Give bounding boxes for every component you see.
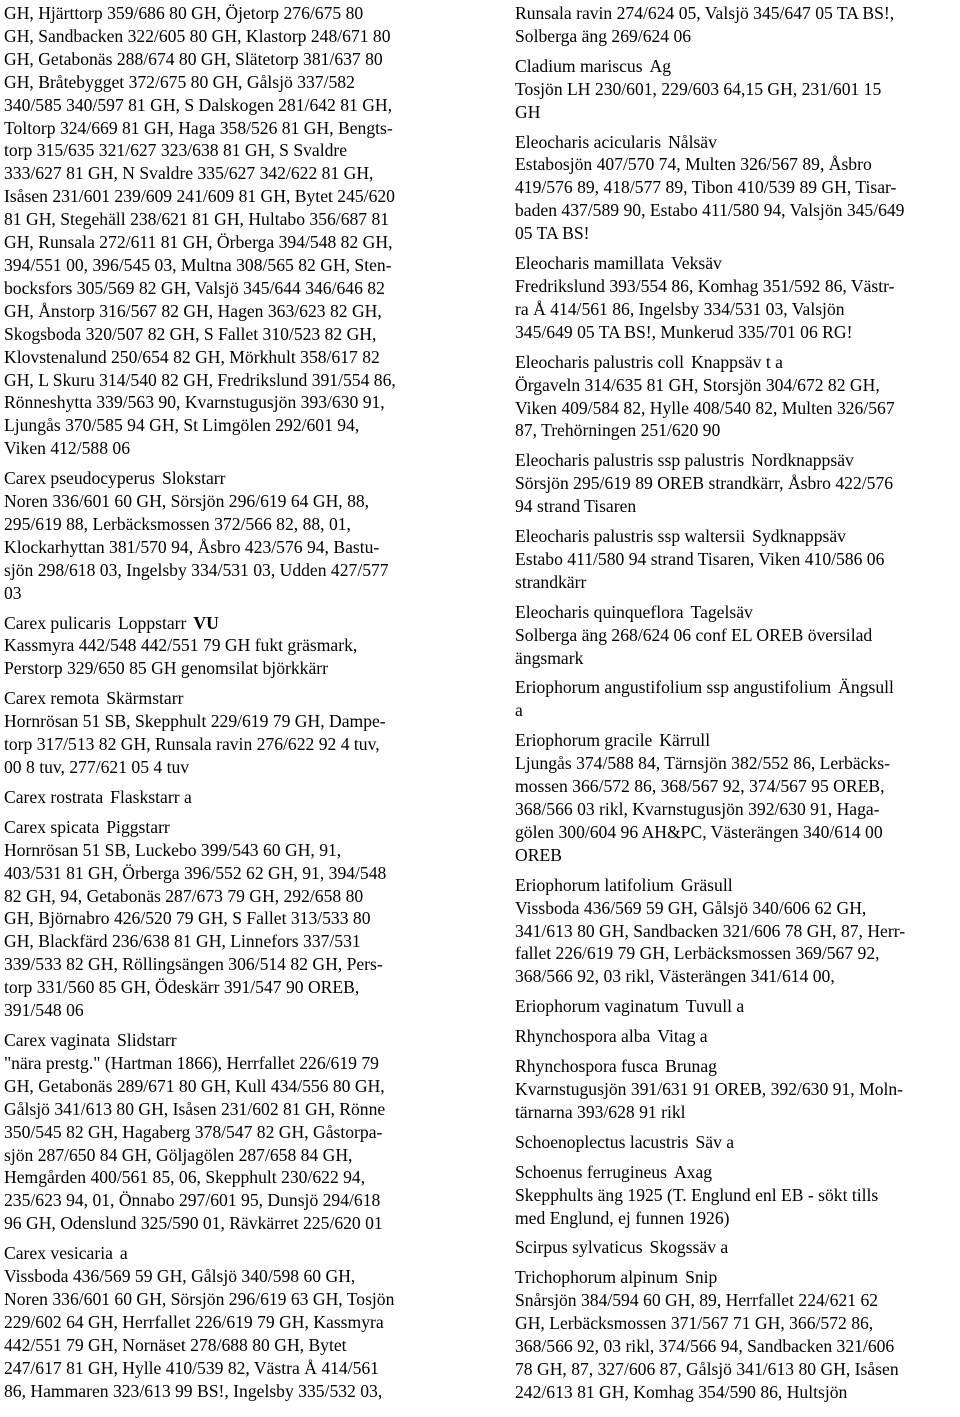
common-name: Veksäv: [671, 253, 722, 274]
locality-text: [515, 1289, 960, 1404]
text-line: 350/545 82 GH, Hagaberg 378/547 82 GH, Gåstorpa-: [4, 1121, 383, 1142]
species-entry: [515, 1025, 960, 1048]
species-heading: [515, 676, 960, 699]
locality-text: [4, 1052, 450, 1235]
text-line: 235/623 94, 01, Önnabo 297/601 95, Dunsjö 294/618: [4, 1190, 381, 1211]
text-line: torp 331/560 85 GH, Ödeskärr 391/547 90 OREB,: [4, 977, 360, 998]
latin-name: Scirpus sylvaticus: [515, 1237, 643, 1258]
locality-text: [4, 1265, 450, 1402]
species-heading: [515, 601, 960, 624]
latin-name: Eleocharis palustris ssp waltersii: [515, 526, 746, 547]
latin-name: Eleocharis acicularis: [515, 131, 662, 152]
common-name: Ag: [649, 55, 672, 76]
species-entry: [515, 995, 960, 1018]
common-name: Flaskstarr a: [110, 786, 192, 807]
text-line: Viken 409/584 82, Hylle 408/540 82, Multen 326/567: [515, 397, 895, 418]
text-line: Hemgården 400/561 85, 06, Skepphult 230/622 94,: [4, 1167, 366, 1188]
text-line: GH, Lerbäcksmossen 371/567 71 GH, 366/572 86,: [515, 1313, 874, 1334]
text-line: 391/548 06: [4, 1000, 84, 1021]
text-line: Rönneshytta 339/563 90, Kvarnstugusjön 393/630 91,: [4, 392, 385, 413]
locality-text: [515, 624, 960, 670]
common-name: Knappsäv t a: [691, 351, 783, 372]
text-line: fallet 226/619 79 GH, Lerbäcksmossen 369/567 92,: [515, 943, 880, 964]
text-line: mossen 366/572 86, 368/567 92, 374/567 95 OREB,: [515, 776, 885, 797]
latin-name: Carex remota: [4, 688, 100, 709]
species-entry: [515, 1161, 960, 1230]
species-entry: [515, 1236, 960, 1259]
common-name: a: [119, 1243, 128, 1264]
locality-text: [515, 548, 960, 594]
latin-name: Eleocharis quinqueflora: [515, 601, 684, 622]
locality-text: [515, 1184, 960, 1230]
species-entry: [515, 131, 960, 246]
locality-text: [515, 897, 960, 989]
species-entry: [515, 874, 960, 989]
latin-name: Trichophorum alpinum: [515, 1267, 679, 1288]
common-name: Skärmstarr: [106, 688, 184, 709]
species-heading: [515, 1266, 960, 1289]
common-name: Tagelsäv: [690, 601, 753, 622]
species-entry: [515, 252, 960, 344]
species-heading: [515, 252, 960, 275]
text-line: Klockarhyttan 381/570 94, Åsbro 423/576 94, Bastu-: [4, 536, 380, 557]
species-heading: [4, 786, 450, 809]
continuation-text: [515, 2, 960, 48]
species-heading: [515, 131, 960, 154]
text-line: sjön 298/618 03, Ingelsby 334/531 03, Udden 427/577: [4, 559, 389, 580]
text-line: GH, L Skuru 314/540 82 GH, Fredrikslund 391/554 86,: [4, 369, 396, 390]
text-line: GH, Bråtebygget 372/675 80 GH, Gålsjö 337/582: [4, 71, 355, 92]
species-heading: [515, 1131, 960, 1154]
latin-name: Eriophorum vaginatum: [515, 996, 679, 1017]
text-line: 05 TA BS!: [515, 223, 590, 244]
text-line: GH: [515, 101, 541, 122]
latin-name: Schoenoplectus lacustris: [515, 1131, 689, 1152]
text-line: torp 315/635 321/627 323/638 81 GH, S Svaldre: [4, 140, 348, 161]
text-line: GH, Runsala 272/611 81 GH, Örberga 394/548 82 GH,: [4, 232, 393, 253]
common-name: Brunag: [665, 1056, 717, 1077]
species-heading: [515, 351, 960, 374]
text-line: 341/613 80 GH, Sandbacken 321/606 78 GH, 87, Herr-: [515, 920, 906, 941]
text-line: 339/533 82 GH, Röllingsängen 306/514 82 GH, Pers-: [4, 954, 383, 975]
latin-name: Eriophorum latifolium: [515, 874, 674, 895]
species-entry: [515, 55, 960, 124]
text-line: med Englund, ej funnen 1926): [515, 1207, 730, 1228]
latin-name: Rhynchospora fusca: [515, 1056, 659, 1077]
latin-name: Carex pulicaris: [4, 612, 111, 633]
text-line: Ljungås 370/585 94 GH, St Limgölen 292/601 94,: [4, 415, 360, 436]
species-heading: [4, 612, 450, 635]
text-line: Hornrösan 51 SB, Skepphult 229/619 79 GH, Dampe-: [4, 711, 386, 732]
common-name: Slidstarr: [117, 1029, 177, 1050]
common-name: Snip: [685, 1267, 718, 1288]
species-entry: [515, 676, 960, 722]
text-line: Gålsjö 341/613 80 GH, Isåsen 231/602 81 GH, Rönne: [4, 1098, 386, 1119]
locality-text: [515, 699, 960, 722]
species-entry: [4, 612, 450, 681]
text-line: tärnarna 393/628 91 rikl: [515, 1101, 686, 1122]
latin-name: Eleocharis mamillata: [515, 253, 664, 274]
latin-name: Eriophorum angustifolium ssp angustifolium: [515, 677, 832, 698]
text-line: Kassmyra 442/548 442/551 79 GH fukt gräsmark,: [4, 635, 358, 656]
common-name: Nordknappsäv: [751, 450, 854, 471]
text-line: Noren 336/601 60 GH, Sörsjön 296/619 63 GH, Tosjön: [4, 1288, 395, 1309]
locality-text: [515, 153, 960, 245]
common-name: Piggstarr: [106, 816, 170, 837]
text-line: GH, Blackfärd 236/638 81 GH, Linnefors 337/531: [4, 931, 361, 952]
common-name: Loppstarr: [118, 612, 187, 633]
common-name: Kärrull: [659, 730, 711, 751]
left-column: [4, 2, 450, 1409]
text-line: Klovstenalund 250/654 82 GH, Mörkhult 358/617 82: [4, 346, 380, 367]
text-line: Vissboda 436/569 59 GH, Gålsjö 340/606 62 GH,: [515, 897, 867, 918]
text-line: 247/617 81 GH, Hylle 410/539 82, Västra Å 414/561: [4, 1357, 379, 1378]
species-entry: [515, 449, 960, 518]
species-heading: [515, 449, 960, 472]
locality-text: [4, 490, 450, 605]
common-name: Sydknappsäv: [752, 526, 846, 547]
text-line: 87, Trehörningen 251/620 90: [515, 420, 721, 441]
text-line: 86, Hammaren 323/613 99 BS!, Ingelsby 335/532 03,: [4, 1380, 383, 1401]
text-line: 333/627 81 GH, N Svaldre 335/627 342/622 81 GH,: [4, 163, 374, 184]
text-line: bocksfors 305/569 82 GH, Valsjö 345/644 346/646 82: [4, 277, 385, 298]
common-name: Nålsäv: [668, 131, 717, 152]
species-list: [4, 467, 450, 1402]
species-heading: [4, 1242, 450, 1265]
text-line: 81 GH, Stegehäll 238/621 81 GH, Hultabo 356/687 81: [4, 209, 390, 230]
locality-text: [4, 839, 450, 1022]
text-line: Noren 336/601 60 GH, Sörsjön 296/619 64 GH, 88,: [4, 491, 370, 512]
text-line: ra Å 414/561 86, Ingelsby 334/531 03, Valsjön: [515, 298, 845, 319]
species-list: [515, 55, 960, 1404]
species-entry: [4, 816, 450, 1022]
latin-name: Cladium mariscus: [515, 55, 643, 76]
text-line: Viken 412/588 06: [4, 438, 130, 459]
species-entry: [515, 525, 960, 594]
species-entry: [4, 786, 450, 809]
text-line: Örgaveln 314/635 81 GH, Storsjön 304/672 82 GH,: [515, 374, 880, 395]
text-line: 368/566 03 rikl, Kvarnstugusjön 392/630 91, Haga-: [515, 799, 880, 819]
text-line: 403/531 81 GH, Örberga 396/552 62 GH, 91, 394/548: [4, 862, 387, 883]
text-line: 419/576 89, 418/577 89, Tibon 410/539 89 GH, Tisar-: [515, 177, 897, 198]
species-entry: [4, 1242, 450, 1402]
latin-name: Schoenus ferrugineus: [515, 1161, 667, 1182]
common-name: Säv a: [695, 1131, 735, 1152]
text-line: 242/613 81 GH, Komhag 354/590 86, Hultsjön: [515, 1381, 848, 1402]
text-line: 00 8 tuv, 277/621 05 4 tuv: [4, 757, 190, 777]
species-heading: [515, 55, 960, 78]
latin-name: Carex spicata: [4, 816, 100, 837]
common-name: Tuvull a: [685, 996, 745, 1017]
text-line: sjön 287/650 84 GH, Göljagölen 287/658 84 GH,: [4, 1144, 353, 1165]
text-line: GH, Sandbacken 322/605 80 GH, Klastorp 248/671 80: [4, 25, 391, 46]
locality-text: [515, 78, 960, 124]
continuation-text: [4, 2, 450, 460]
species-heading: [515, 1161, 960, 1184]
species-heading: [4, 1029, 450, 1052]
species-entry: [515, 601, 960, 670]
text-line: a: [515, 700, 523, 721]
locality-text: [515, 1078, 960, 1124]
locality-text: [515, 752, 960, 867]
text-line: gölen 300/604 96 AH&PC, Västerängen 340/614 00: [515, 821, 883, 842]
latin-name: Eriophorum gracile: [515, 730, 653, 751]
text-line: Skepphults äng 1925 (T. Englund enl EB - sökt tills: [515, 1184, 879, 1205]
species-entry: [4, 467, 450, 604]
text-line: torp 317/513 82 GH, Runsala ravin 276/622 92 4 tuv,: [4, 734, 380, 755]
common-name: Slokstarr: [161, 468, 226, 489]
text-line: Solberga äng 268/624 06 conf EL OREB översilad: [515, 624, 873, 645]
text-line: 368/566 92, 03 rikl, Västerängen 341/614 00,: [515, 966, 835, 987]
common-name: Ängsull: [838, 677, 894, 698]
text-line: 03: [4, 582, 22, 603]
latin-name: Carex vaginata: [4, 1029, 111, 1050]
species-heading: [4, 687, 450, 710]
text-line: "nära prestg." (Hartman 1866), Herrfallet 226/619 79: [4, 1052, 379, 1073]
redlist-status: VU: [193, 612, 219, 633]
text-line: Perstorp 329/650 85 GH genomsilat björkkärr: [4, 658, 328, 679]
latin-name: Carex pseudocyperus: [4, 468, 155, 489]
species-heading: [515, 874, 960, 897]
text-line: Sörsjön 295/619 89 OREB strandkärr, Åsbro 422/576: [515, 473, 894, 494]
common-name: Gräsull: [680, 874, 733, 895]
species-heading: [515, 525, 960, 548]
species-heading: [515, 1055, 960, 1078]
text-line: 78 GH, 87, 327/606 87, Gålsjö 341/613 80 GH, Isåsen: [515, 1358, 899, 1379]
text-line: Vissboda 436/569 59 GH, Gålsjö 340/598 60 GH,: [4, 1266, 356, 1287]
latin-name: Eleocharis palustris coll: [515, 351, 685, 372]
latin-name: Carex rostrata: [4, 786, 104, 807]
text-line: GH, Getabonäs 289/671 80 GH, Kull 434/556 80 GH,: [4, 1075, 385, 1096]
species-entry: [515, 1131, 960, 1154]
common-name: Skogssäv a: [649, 1237, 729, 1258]
latin-name: Eleocharis palustris ssp palustris: [515, 450, 745, 471]
text-line: 82 GH, 94, Getabonäs 287/673 79 GH, 292/658 80: [4, 885, 364, 906]
species-entry: [4, 1029, 450, 1235]
text-line: 394/551 00, 396/545 03, Multna 308/565 82 GH, Sten-: [4, 254, 392, 275]
latin-name: Rhynchospora alba: [515, 1026, 651, 1047]
text-line: Skogsboda 320/507 82 GH, S Fallet 310/523 82 GH,: [4, 323, 377, 344]
species-entry: [515, 351, 960, 443]
species-entry: [515, 729, 960, 866]
text-line: baden 437/589 90, Estabo 411/580 94, Valsjön 345/649: [515, 200, 905, 221]
text-line: Estabosjön 407/570 74, Multen 326/567 89, Åsbro: [515, 154, 872, 175]
text-line: Tosjön LH 230/601, 229/603 64,15 GH, 231/601 15: [515, 78, 882, 99]
species-heading: [515, 1236, 960, 1259]
species-entry: [515, 1055, 960, 1124]
text-line: GH, Ånstorp 316/567 82 GH, Hagen 363/623 82 GH,: [4, 300, 382, 321]
locality-text: [515, 275, 960, 344]
species-entry: [4, 687, 450, 779]
text-line: 94 strand Tisaren: [515, 496, 637, 517]
text-line: Fredrikslund 393/554 86, Komhag 351/592 86, Västr-: [515, 275, 895, 296]
text-line: Estabo 411/580 94 strand Tisaren, Viken 410/586 06: [515, 548, 885, 569]
text-line: Ljungås 374/588 84, Tärnsjön 382/552 86, Lerbäcks-: [515, 753, 890, 774]
species-heading: [515, 729, 960, 752]
locality-text: [4, 710, 450, 779]
text-line: 340/585 340/597 81 GH, S Dalskogen 281/642 81 GH,: [4, 94, 393, 115]
text-line: strandkärr: [515, 571, 587, 592]
latin-name: Carex vesicaria: [4, 1243, 113, 1264]
text-line: Hornrösan 51 SB, Luckebo 399/543 60 GH, 91,: [4, 839, 342, 860]
text-line: Runsala ravin 274/624 05, Valsjö 345/647 05 TA BS!,: [515, 3, 895, 23]
text-line: 345/649 05 TA BS!, Munkerud 335/701 06 RG!: [515, 321, 853, 342]
text-line: Solberga äng 269/624 06: [515, 25, 692, 46]
text-line: Snårsjön 384/594 60 GH, 89, Herrfallet 224/621 62: [515, 1290, 879, 1311]
text-line: 295/619 88, Lerbäcksmossen 372/566 82, 88, 01,: [4, 513, 351, 534]
common-name: Axag: [673, 1161, 713, 1182]
text-line: 229/602 64 GH, Herrfallet 226/619 79 GH, Kassmyra: [4, 1311, 384, 1332]
species-heading: [4, 467, 450, 490]
text-line: GH, Getabonäs 288/674 80 GH, Slätetorp 381/637 80: [4, 48, 383, 69]
text-line: Toltorp 324/669 81 GH, Haga 358/526 81 GH, Bengts-: [4, 117, 393, 138]
species-heading: [4, 816, 450, 839]
locality-text: [4, 634, 450, 680]
common-name: Vitag a: [657, 1026, 708, 1047]
text-line: OREB: [515, 844, 562, 865]
text-line: GH, Björnabro 426/520 79 GH, S Fallet 313/533 80: [4, 908, 371, 929]
text-line: ängsmark: [515, 647, 584, 668]
right-column: [515, 2, 960, 1411]
text-line: 368/566 92, 03 rikl, 374/566 94, Sandbacken 321/606: [515, 1336, 895, 1357]
locality-text: [515, 472, 960, 518]
text-line: Isåsen 231/601 239/609 241/609 81 GH, Bytet 245/620: [4, 186, 395, 207]
text-line: GH, Hjärttorp 359/686 80 GH, Öjetorp 276/675 80: [4, 3, 364, 23]
species-heading: [515, 995, 960, 1018]
species-heading: [515, 1025, 960, 1048]
text-line: Kvarnstugusjön 391/631 91 OREB, 392/630 91, Moln-: [515, 1078, 904, 1099]
text-line: 442/551 79 GH, Nornäset 278/688 80 GH, Bytet: [4, 1334, 347, 1355]
locality-text: [515, 374, 960, 443]
species-entry: [515, 1266, 960, 1403]
text-line: 96 GH, Odenslund 325/590 01, Rävkärret 225/620 01: [4, 1213, 383, 1234]
